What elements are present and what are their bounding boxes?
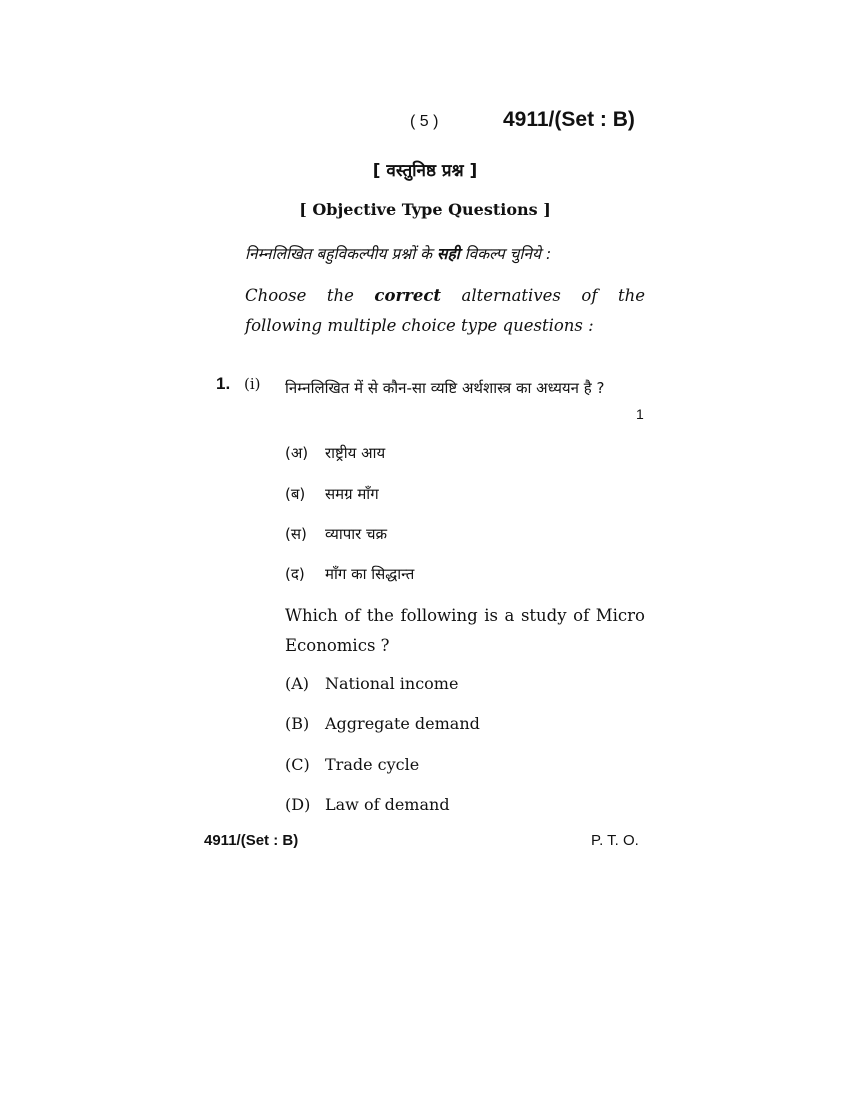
instructions-english-text-end: alternatives of the following multiple choice type questions :	[245, 286, 645, 335]
question-text-hindi: निम्नलिखित में से कौन-सा व्यष्टि अर्थशास्त्र का अध्ययन है ?	[285, 379, 605, 397]
instructions-english-text: Choose the	[245, 286, 375, 305]
instructions-hindi-text-end: विकल्प चुनिये :	[459, 245, 552, 263]
instructions-hindi-bold: सही	[436, 245, 460, 263]
option-hindi-b	[285, 484, 379, 504]
option-english-d	[285, 795, 450, 814]
option-text: माँग का सिद्धान्त	[325, 565, 415, 583]
paper-code: 4911/(Set : B)	[503, 108, 635, 131]
question-sub-number: (i)	[244, 375, 261, 393]
option-english-b	[285, 714, 480, 733]
question-text-english: Which of the following is a study of Micro Economics ?	[285, 606, 645, 655]
option-text: National income	[325, 674, 459, 693]
option-text: समग्र माँग	[325, 485, 379, 503]
option-label: (C)	[285, 755, 310, 774]
option-hindi-c	[285, 524, 387, 544]
option-text: व्यापार चक्र	[325, 525, 388, 543]
instructions-hindi	[245, 242, 551, 264]
option-hindi-d	[285, 564, 414, 584]
option-label: (अ)	[285, 444, 309, 462]
page-number: ( 5 )	[410, 113, 439, 130]
section-title-hindi: [ वस्तुनिष्ठ प्रश्न ]	[372, 161, 478, 181]
instructions-hindi-text: निम्नलिखित बहुविकल्पीय प्रश्नों के	[245, 245, 437, 263]
option-label: (ब)	[285, 485, 306, 503]
option-text: राष्ट्रीय आय	[325, 444, 386, 462]
option-label: (A)	[285, 674, 310, 693]
option-text: Law of demand	[325, 795, 450, 814]
option-text: Aggregate demand	[325, 714, 480, 733]
footer-paper-code: 4911/(Set : B)	[204, 832, 299, 849]
instructions-english-bold: correct	[374, 286, 442, 305]
option-label: (द)	[285, 565, 305, 583]
option-label: (D)	[285, 795, 311, 814]
option-english-a	[285, 674, 458, 693]
footer-pto: P. T. O.	[591, 832, 639, 849]
option-hindi-a	[285, 443, 385, 463]
option-english-c	[285, 755, 419, 774]
question-marks: 1	[636, 406, 644, 422]
option-label: (स)	[285, 525, 307, 543]
instructions-english	[245, 281, 645, 341]
option-label: (B)	[285, 714, 310, 733]
section-title-english: [ Objective Type Questions ]	[299, 200, 551, 219]
option-text: Trade cycle	[325, 755, 420, 774]
question-number: 1.	[216, 374, 231, 393]
